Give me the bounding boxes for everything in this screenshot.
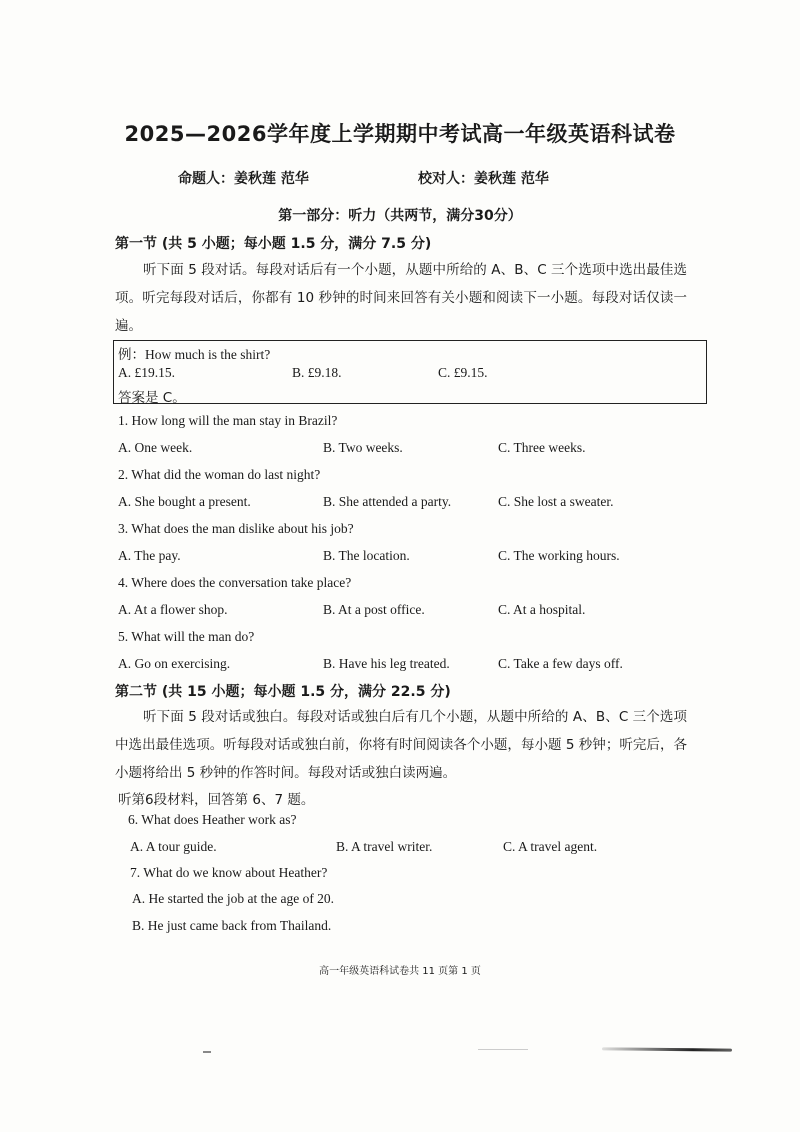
q3-option-a: A. The pay. <box>118 548 181 563</box>
material-note: 听第6段材料，回答第 6、7 题。 <box>118 792 315 808</box>
question-4: 4. Where does the conversation take place? <box>118 575 352 590</box>
q7-option-b: B. He just came back from Thailand. <box>132 918 332 933</box>
q5-option-c: C. Take a few days off. <box>498 656 623 671</box>
part1-title: 第一部分：听力（共两节，满分30分） <box>278 208 522 224</box>
proposers: 命题人：姜秋莲 范华 <box>178 171 309 187</box>
q2-option-c: C. She lost a sweater. <box>498 494 614 509</box>
q4-option-a: A. At a flower shop. <box>118 602 228 617</box>
example-question: 例：How much is the shirt? <box>118 347 271 362</box>
scan-artifact <box>478 1049 528 1050</box>
page-footer: 高一年级英语科试卷共 11 页第 1 页 <box>319 966 481 977</box>
scan-artifact <box>602 1047 732 1051</box>
example-option-c: C. £9.15. <box>438 365 488 380</box>
q2-option-b: B. She attended a party. <box>323 494 452 509</box>
question-6: 6. What does Heather work as? <box>128 812 297 827</box>
q7-option-a: A. He started the job at the age of 20. <box>132 891 335 906</box>
q4-option-b: B. At a post office. <box>323 602 425 617</box>
scan-artifact <box>203 1051 211 1053</box>
example-option-a: A. £19.15. <box>118 365 175 380</box>
example-option-b: B. £9.18. <box>292 365 342 380</box>
question-3: 3. What does the man dislike about his job? <box>118 521 354 536</box>
section2-title: 第二节 (共 15 小题；每小题 1.5 分，满分 22.5 分) <box>115 684 451 700</box>
q2-option-a: A. She bought a present. <box>118 494 251 509</box>
q6-option-c: C. A travel agent. <box>503 839 598 854</box>
question-5: 5. What will the man do? <box>118 629 255 644</box>
question-1: 1. How long will the man stay in Brazil? <box>118 413 338 428</box>
exam-title: 2025—2026学年度上学期期中考试高一年级英语科试卷 <box>124 122 676 146</box>
q5-option-a: A. Go on exercising. <box>118 656 231 671</box>
section1-title: 第一节 (共 5 小题；每小题 1.5 分，满分 7.5 分) <box>115 236 432 252</box>
question-7: 7. What do we know about Heather? <box>130 865 328 880</box>
q1-option-a: A. One week. <box>118 440 193 455</box>
q1-option-b: B. Two weeks. <box>323 440 403 455</box>
q3-option-b: B. The location. <box>323 548 410 563</box>
q1-option-c: C. Three weeks. <box>498 440 586 455</box>
q6-option-b: B. A travel writer. <box>336 839 433 854</box>
q6-option-a: A. A tour guide. <box>130 839 217 854</box>
proofreaders: 校对人：姜秋莲 范华 <box>418 171 549 187</box>
section1-instructions: 听下面 5 段对话。每段对话后有一个小题，从题中所给的 A、B、C 三个选项中选出最佳选项。听完每段对话后，你都有 10 秒钟的时间来回答有关小题和阅读下一小题。每段对话仅读一遍。 <box>115 262 687 334</box>
q3-option-c: C. The working hours. <box>498 548 620 563</box>
q4-option-c: C. At a hospital. <box>498 602 586 617</box>
section2-instructions: 听下面 5 段对话或独白。每段对话或独白后有几个小题，从题中所给的 A、B、C 三个选项中选出最佳选项。听每段对话或独白前，你将有时间阅读各个小题，每小题 5 秒钟；听完后，各小题将给出 5 秒钟的作答时间。每段对话或独白读两遍。 <box>115 709 687 781</box>
q5-option-b: B. Have his leg treated. <box>323 656 450 671</box>
question-2: 2. What did the woman do last night? <box>118 467 321 482</box>
example-answer: 答案是 C。 <box>118 390 186 406</box>
